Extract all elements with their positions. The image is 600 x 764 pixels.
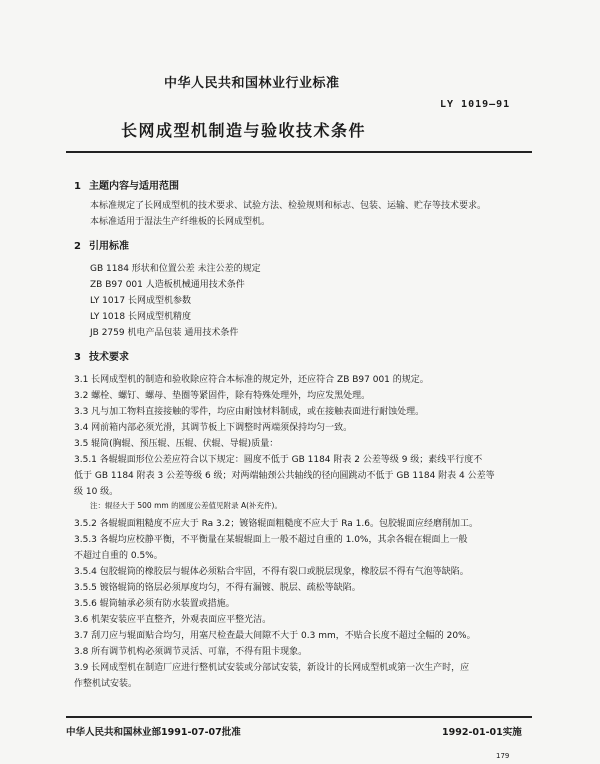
clause-3-5-2: 3.5.2 各辊辊面粗糙度不应大于 Ra 3.2；镀铬辊面粗糙度不应大于 Ra 1.6。包胶辊面应经磨削加工。 (74, 519, 478, 529)
reference-item: JB 2759 机电产品包装 通用技术条件 (90, 328, 239, 338)
clause-3-5-1-line-1: 3.5.1 各辊辊面形位公差应符合以下规定：圆度不低于 GB 1184 附表 2 公差等级 9 级；素线平行度不 (74, 455, 483, 465)
clause-3-3: 3.3 凡与加工物料直接接触的零件，均应由耐蚀材料制成，或在接触表面进行耐蚀处理。 (74, 407, 425, 417)
section-1-paragraph-1: 本标准规定了长网成型机的技术要求、试验方法、检验规则和标志、包装、运输、贮存等技术要求。 (90, 201, 487, 211)
reference-item: LY 1018 长网成型机精度 (90, 312, 191, 322)
section-2-heading: 2 引用标准 (74, 241, 129, 252)
clause-3-8: 3.8 所有调节机构必须调节灵活、可靠，不得有阻卡现象。 (74, 647, 308, 657)
clause-3-5-6: 3.5.6 辊筒轴承必须有防水装置或措施。 (74, 599, 235, 609)
section-1-paragraph-2: 本标准适用于湿法生产纤维板的长网成型机。 (90, 217, 271, 227)
approval-line: 中华人民共和国林业部1991-07-07批准 (66, 727, 241, 738)
effective-date: 1992-01-01实施 (442, 727, 522, 738)
clause-3-7: 3.7 刮刀应与辊面贴合均匀，用塞尺检查最大间隙不大于 0.3 mm，不贴合长度不超过全幅的 20%。 (74, 631, 476, 641)
clause-3-9-line-1: 3.9 长网成型机在制造厂应进行整机试安装或分部试安装，新设计的长网成型机或第一次生产时，应 (74, 663, 470, 673)
clause-3-5-3-line-2: 不超过自重的 0.5%。 (74, 551, 163, 561)
clause-3-9-line-2: 作整机试安装。 (74, 679, 138, 689)
clause-3-5-1-line-2: 低于 GB 1184 附表 3 公差等级 6 级；对两端轴颈公共轴线的径向圆跳动不低于 GB 1184 附表 4 公差等 (74, 471, 495, 481)
reference-item: LY 1017 长网成型机参数 (90, 296, 191, 306)
section-3-heading: 3 技术要求 (74, 352, 129, 363)
clause-3-5: 3.5 辊筒(胸辊、预压辊、压辊、伏辊、导辊)质量： (74, 439, 279, 449)
document-title: 长网成型机制造与验收技术条件 (121, 121, 367, 140)
header-divider (66, 151, 532, 153)
standard-code: LY 1019—91 (440, 99, 511, 110)
section-1-heading: 1 主题内容与适用范围 (74, 181, 179, 192)
reference-item: GB 1184 形状和位置公差 未注公差的规定 (90, 264, 261, 274)
page-number: 179 (496, 752, 510, 760)
clause-3-4: 3.4 网前箱内部必须光滑，其调节板上下调整时两端须保持均匀一致。 (74, 423, 353, 433)
clause-3-5-1-line-3: 级 10 级。 (74, 487, 119, 497)
clause-note: 注：辊径大于 500 mm 的圆度公差值见附录 A(补充件)。 (90, 501, 282, 510)
reference-item: ZB B97 001 人造板机械通用技术条件 (90, 280, 245, 290)
issuing-organization: 中华人民共和国林业行业标准 (164, 76, 340, 91)
clause-3-5-4: 3.5.4 包胶辊筒的橡胶层与辊体必须粘合牢固，不得有裂口或脱层现象，橡胶层不得有气泡等缺陷。 (74, 567, 469, 577)
clause-3-1: 3.1 长网成型机的制造和验收除应符合本标准的规定外，还应符合 ZB B97 001 的规定。 (74, 375, 429, 385)
clause-3-5-3-line-1: 3.5.3 各辊均应校静平衡，不平衡量在某辊辊面上一般不超过自重的 1.0%，其余各辊在辊面上一般 (74, 535, 468, 545)
footer-divider (66, 716, 532, 718)
clause-3-2: 3.2 螺栓、螺钉、螺母、垫圈等紧固件，除有特殊处理外，均应发黑处理。 (74, 391, 371, 401)
clause-3-5-5: 3.5.5 镀铬辊筒的铬层必须厚度均匀，不得有漏镀、脱层、疏松等缺陷。 (74, 583, 361, 593)
clause-3-6: 3.6 机架安装应平直整齐，外观表面应平整光洁。 (74, 615, 272, 625)
